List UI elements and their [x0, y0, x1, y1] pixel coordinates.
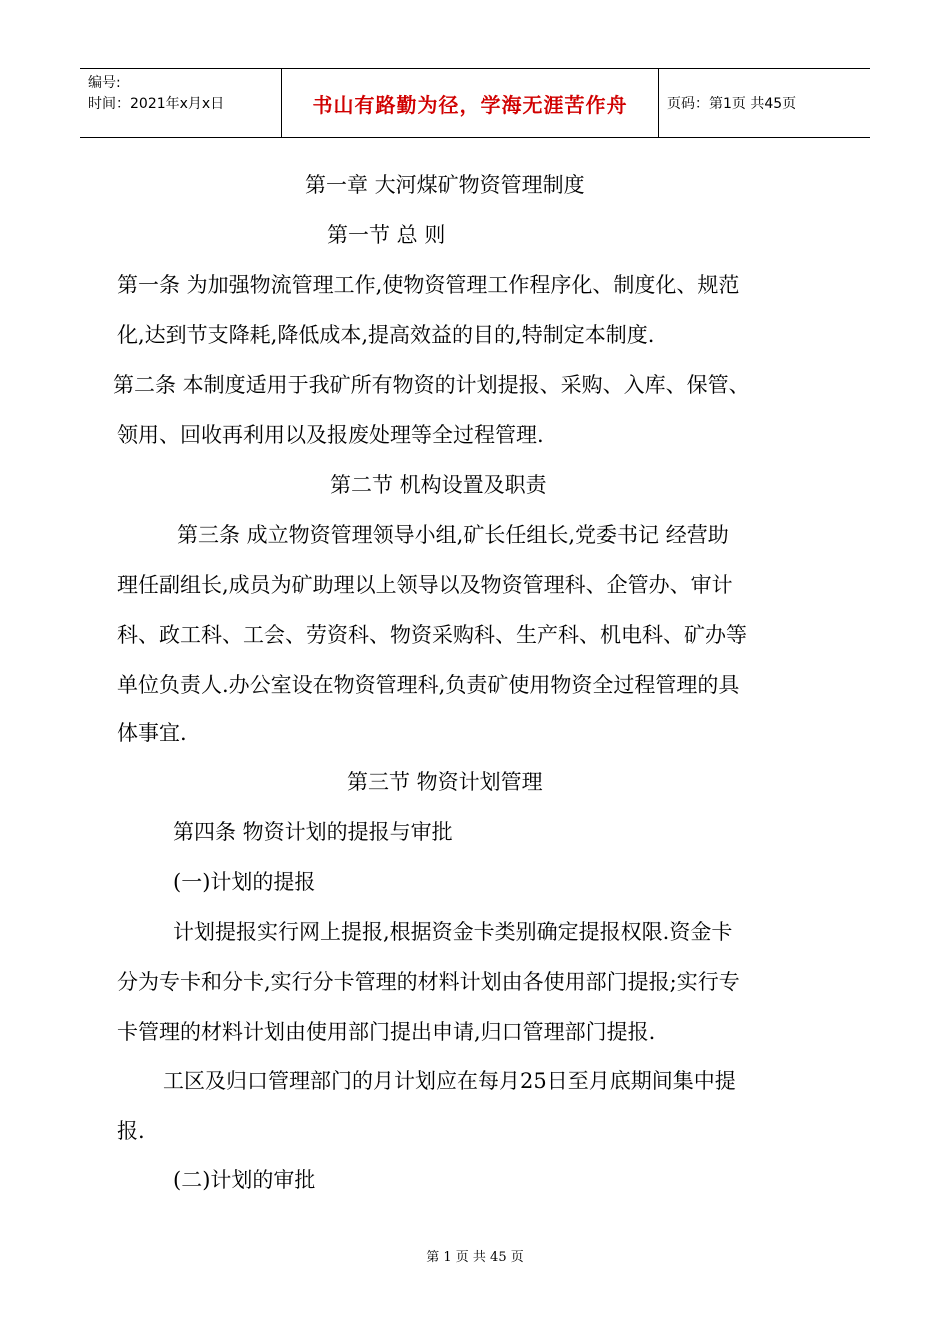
article-line: 体事宜.	[117, 721, 187, 745]
article-line: 科、政工科、工会、劳资科、物资采购科、生产科、机电科、矿办等	[117, 623, 747, 647]
document-date: 时间：2021年x月x日	[88, 96, 225, 112]
header-motto-cell	[282, 69, 659, 137]
article-line: 第二条 本制度适用于我矿所有物资的计划提报、采购、入库、保管、	[113, 373, 750, 397]
article-line: 报.	[117, 1119, 145, 1143]
chapter-title: 第一章 大河煤矿物资管理制度	[305, 173, 585, 197]
article-line: 化,达到节支降耗,降低成本,提高效益的目的,特制定本制度.	[117, 323, 655, 347]
motto-text: 书山有路勤为径，学海无涯苦作舟	[312, 92, 628, 117]
article-line: 卡管理的材料计划由使用部门提出申请,归口管理部门提报.	[117, 1020, 656, 1044]
article-line: 工区及归口管理部门的月计划应在每月25日至月底期间集中提	[163, 1069, 736, 1093]
document-number: 编号:	[88, 75, 121, 91]
page-footer: 第 1 页 共 45 页	[426, 1250, 524, 1265]
page-header	[80, 68, 870, 138]
article-line: 第一条 为加强物流管理工作,使物资管理工作程序化、制度化、规范	[117, 273, 740, 297]
section-title: 第三节 物资计划管理	[347, 770, 543, 794]
article-line: (二)计划的审批	[173, 1168, 316, 1192]
article-line: 分为专卡和分卡,实行分卡管理的材料计划由各使用部门提报;实行专	[117, 970, 740, 994]
article-line: 领用、回收再利用以及报废处理等全过程管理.	[117, 423, 544, 447]
article-line: (一)计划的提报	[173, 870, 316, 894]
header-meta	[80, 69, 282, 137]
section-title: 第一节 总 则	[327, 223, 446, 247]
article-line: 第四条 物资计划的提报与审批	[173, 820, 453, 844]
article-line: 单位负责人.办公室设在物资管理科,负责矿使用物资全过程管理的具	[117, 673, 740, 697]
article-line: 计划提报实行网上提报,根据资金卡类别确定提报权限.资金卡	[173, 920, 733, 944]
article-line: 理任副组长,成员为矿助理以上领导以及物资管理科、企管办、审计	[117, 573, 733, 597]
page-info-text: 页码：第1页 共45页	[667, 96, 797, 112]
section-title: 第二节 机构设置及职责	[330, 473, 547, 497]
header-page-info	[659, 69, 870, 137]
article-line: 第三条 成立物资管理领导小组,矿长任组长,党委书记 经营助	[177, 523, 729, 547]
